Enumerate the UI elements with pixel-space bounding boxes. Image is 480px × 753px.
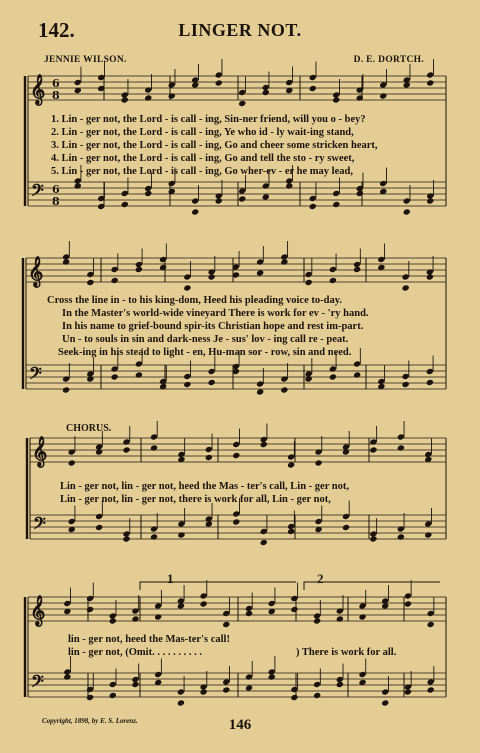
note-head [402, 381, 410, 388]
note-head [122, 446, 130, 453]
note-head [356, 190, 364, 197]
first-ending-bracket [140, 582, 296, 590]
note-head [404, 600, 412, 607]
lyricist-credit: JENNIE WILSON. [44, 55, 127, 65]
note-head [74, 182, 82, 189]
note-head [280, 258, 288, 265]
note-head [215, 197, 223, 204]
note-head [309, 85, 317, 92]
system-1-time-sig: 6 [52, 77, 60, 90]
note-head [426, 273, 434, 280]
note-head [332, 201, 340, 208]
note-head [353, 266, 361, 273]
note-head [313, 692, 321, 699]
second-ending-bracket [304, 582, 440, 590]
verse-2-line-2: In the Master's world-wide vineyard There is work for ev - 'ry hand. [62, 308, 369, 319]
system-1-time-sig: 6 [52, 183, 60, 196]
system-1-treble-clef: 𝄞 [30, 75, 46, 105]
note-head [358, 613, 366, 620]
system-3-bass-clef: 𝄢 [33, 513, 46, 537]
note-head [427, 686, 435, 693]
note-head [168, 92, 176, 99]
system-1-bass-clef: 𝄢 [31, 180, 44, 204]
note-head [135, 371, 143, 378]
note-head [183, 284, 191, 291]
note-head [177, 531, 185, 538]
note-head [183, 381, 191, 388]
note-head [280, 386, 288, 393]
note-head [342, 448, 350, 455]
note-head [379, 92, 387, 99]
note-head [86, 606, 94, 613]
note-head [62, 386, 70, 393]
composer-credit: D. E. DORTCH. [353, 55, 424, 65]
note-head [397, 444, 405, 451]
note-head [191, 208, 199, 215]
chorus-line-2: Lin - ger not, lin - ger not, there is work for all, Lin - ger not, [60, 494, 331, 505]
note-head [314, 459, 322, 466]
hymn-title: LINGER NOT. [178, 20, 302, 40]
note-head [232, 518, 240, 525]
note-head [200, 600, 208, 607]
note-head [427, 621, 435, 628]
note-head [369, 446, 377, 453]
note-head [402, 284, 410, 291]
note-head [95, 524, 103, 531]
note-head [111, 373, 119, 380]
system-3-treble-clef: 𝄞 [32, 437, 48, 467]
note-head [109, 617, 117, 624]
note-head [131, 681, 139, 688]
note-head [287, 528, 295, 535]
note-head [424, 531, 432, 538]
note-head [329, 277, 337, 284]
note-head [95, 448, 103, 455]
system-2-bass-clef: 𝄢 [29, 363, 42, 387]
final-line-2a: lin - ger not, (Omit. . . . . . . . . . [68, 647, 202, 658]
note-head [381, 699, 389, 706]
note-head [403, 81, 411, 88]
note-head [268, 673, 276, 680]
note-head [63, 673, 71, 680]
system-4-treble-clef: 𝄞 [30, 596, 46, 626]
system-1-time-sig: 8 [52, 195, 60, 208]
note-head [290, 606, 298, 613]
system-4-bass-clef: 𝄢 [31, 671, 44, 695]
note-head [426, 379, 434, 386]
note-head [232, 452, 240, 459]
note-head [305, 279, 313, 286]
note-head [262, 193, 270, 200]
note-head [260, 441, 268, 448]
note-head [342, 524, 350, 531]
verse-1-line-2: Cross the line in - to his king-dom, Heed his pleading voice to-day. [47, 295, 343, 306]
note-head [290, 694, 298, 701]
note-head [313, 617, 321, 624]
copyright-notice: Copyright, 1898, by E. S. Lorenz. [42, 717, 138, 725]
note-head [238, 100, 246, 107]
verse-2-line-1: 2. Lin - ger not, the Lord - is call - ing, Ye who id - ly wait-ing stand, [51, 127, 354, 138]
note-head [238, 195, 246, 202]
final-line-1: lin - ger not, heed the Mas-ter's call! [68, 634, 230, 645]
note-head [177, 699, 185, 706]
note-head [62, 258, 70, 265]
note-head [150, 533, 158, 540]
note-head [426, 197, 434, 204]
note-head [245, 610, 253, 617]
verse-5-line-2: Seek-ing in his stead to light - en, Hu-man sor - row, sin and need. [58, 347, 352, 358]
verse-4-line-1: 4. Lin - ger not, the Lord - is call - ing, Go and tell the sto - ry sweet, [51, 153, 355, 164]
note-head [122, 535, 130, 542]
note-head [111, 277, 119, 284]
note-head [121, 201, 129, 208]
verse-1-line-1: 1. Lin - ger not, the Lord - is call - ing, Sin-ner friend, will you o - bey? [51, 114, 366, 125]
page-number: 146 [228, 717, 252, 733]
note-head [353, 371, 361, 378]
note-head [397, 533, 405, 540]
note-head [135, 266, 143, 273]
first-ending-number: 1 [167, 571, 174, 586]
note-head [336, 615, 344, 622]
note-head [121, 96, 129, 103]
note-head [144, 94, 152, 101]
note-head [403, 208, 411, 215]
note-head [381, 602, 389, 609]
note-head [336, 681, 344, 688]
note-head [131, 615, 139, 622]
system-1-time-sig: 8 [52, 89, 60, 102]
note-head [305, 375, 313, 382]
note-head [309, 203, 317, 210]
note-head [329, 373, 337, 380]
note-head [262, 89, 270, 96]
chorus-line-1: Lin - ger not, lin - ger not, heed the Mas - ter's call, Lin - ger not, [60, 481, 350, 492]
note-head [191, 81, 199, 88]
note-head [426, 79, 434, 86]
verse-5-line-1: 5. Lin - ger not, the Lord - is call - ing, Go wher-ev - er he may lead, [51, 166, 353, 177]
note-head [86, 694, 94, 701]
verse-3-line-1: 3. Lin - ger not, the Lord - is call - ing, Go and cheer some stricken heart, [51, 140, 378, 151]
note-head [260, 539, 268, 546]
note-head [109, 692, 117, 699]
note-head [222, 621, 230, 628]
chorus-label: CHORUS. [66, 423, 112, 434]
note-head [356, 94, 364, 101]
note-head [285, 182, 293, 189]
note-head [86, 375, 94, 382]
note-head [256, 269, 264, 276]
verse-3-line-2: In his name to grief-bound spir-its Christian hope and rest im-part. [62, 321, 364, 332]
note-head [200, 688, 208, 695]
note-head [404, 688, 412, 695]
final-line-2b: ) There is work for all. [296, 647, 397, 658]
note-head [144, 190, 152, 197]
note-head [177, 602, 185, 609]
note-head [154, 613, 162, 620]
note-head [245, 684, 253, 691]
note-head [68, 459, 76, 466]
note-head [205, 454, 213, 461]
note-head [86, 279, 94, 286]
note-head [205, 520, 213, 527]
note-head [208, 273, 216, 280]
note-head [150, 444, 158, 451]
verse-4-line-2: Un - to souls in sin and dark-ness Je - sus' lov - ing call re - peat. [62, 334, 349, 345]
system-2-treble-clef: 𝄞 [28, 257, 44, 287]
note-head [256, 388, 264, 395]
note-head [215, 79, 223, 86]
note-head [222, 686, 230, 693]
second-ending-number: 2 [317, 571, 324, 586]
note-head [332, 96, 340, 103]
note-head [208, 379, 216, 386]
note-head [369, 535, 377, 542]
note-head [287, 461, 295, 468]
hymn-number: 142. [38, 18, 75, 42]
